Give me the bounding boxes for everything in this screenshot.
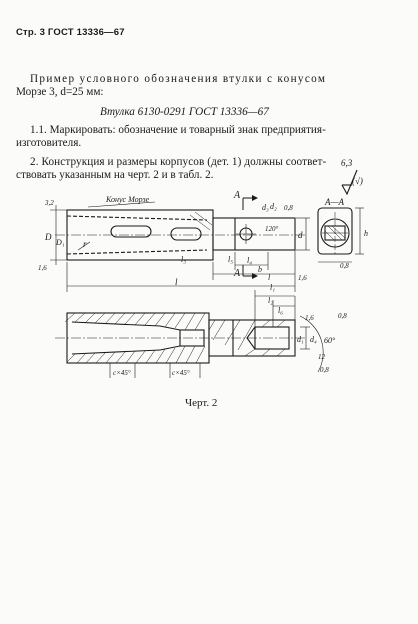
surface-08c: 0,8 xyxy=(338,312,347,320)
dim-D1: D₁ xyxy=(56,238,65,247)
dimensions-top xyxy=(50,202,310,292)
example-designation: Втулка 6130-0291 ГОСТ 13336—67 xyxy=(100,106,269,118)
surface-08: 0,8 xyxy=(284,204,293,212)
chamfer-1: c×45° xyxy=(113,369,131,377)
angle-120: 120° xyxy=(265,225,279,233)
para-2-line-1: 2. Конструкция и размеры корпусов (дет. 1) должны соответ- xyxy=(30,156,327,168)
dim-d2: d₂ xyxy=(270,202,277,211)
surface-16b: 1,6 xyxy=(298,274,307,282)
page-header: Стр. 3 ГОСТ 13336—67 xyxy=(16,27,125,38)
example-line-2: Морзе 3, d=25 мм: xyxy=(16,86,104,98)
dim-l4: l₄ xyxy=(247,256,253,265)
dim-l3: l₃ xyxy=(181,255,187,264)
dim-h: h xyxy=(364,229,368,238)
body-section-view xyxy=(55,313,305,363)
cone-label: Конус Морзе xyxy=(106,195,150,204)
dim-l5: l₅ xyxy=(228,255,234,264)
dim-D: D xyxy=(45,232,52,242)
surface-12: 12 xyxy=(318,353,325,361)
section-a-a xyxy=(318,208,364,262)
angle-60: 60° xyxy=(324,336,336,345)
section-view-label: А—А xyxy=(325,197,344,207)
dim-d4: d₄ xyxy=(310,335,317,344)
surface-08b: 0,8 xyxy=(340,262,349,270)
dim-l6: l₆ xyxy=(278,306,284,315)
dim-l-total: l xyxy=(175,277,178,287)
dim-l1: l₁ xyxy=(270,283,276,292)
dim-d1: d₁ xyxy=(297,335,304,344)
surface-16: 1,6 xyxy=(38,264,47,272)
para-2-line-2: ствовать указанным на черт. 2 и в табл. 2. xyxy=(16,169,214,181)
figure-caption: Черт. 2 xyxy=(185,397,218,409)
surface-08d: 0,8 xyxy=(320,366,329,374)
section-mark-top: А xyxy=(234,190,241,201)
section-mark-bottom: А xyxy=(234,268,241,279)
dim-r: r xyxy=(83,239,87,249)
dim-l2: l₂ xyxy=(268,296,274,305)
roughness-value: 6,3 xyxy=(341,158,353,168)
para-1-1-line-1: 1.1. Маркировать: обозначение и товарный знак предприятия- xyxy=(30,124,326,136)
roughness-sub: (√) xyxy=(352,176,363,186)
example-line-1: Пример условного обозначения втулки с конусом xyxy=(30,73,327,85)
dim-d: d xyxy=(298,230,303,240)
dim-b: b xyxy=(258,265,262,274)
para-1-1-line-2: изготовителя. xyxy=(16,137,82,149)
chamfer-2: c×45° xyxy=(172,369,190,377)
surface-32: 3,2 xyxy=(45,199,54,207)
surface-16c: 1,6 xyxy=(305,314,314,322)
body-top-view xyxy=(55,210,305,260)
dim-d3: d₃ xyxy=(262,203,269,212)
dim-l: l xyxy=(268,273,271,282)
